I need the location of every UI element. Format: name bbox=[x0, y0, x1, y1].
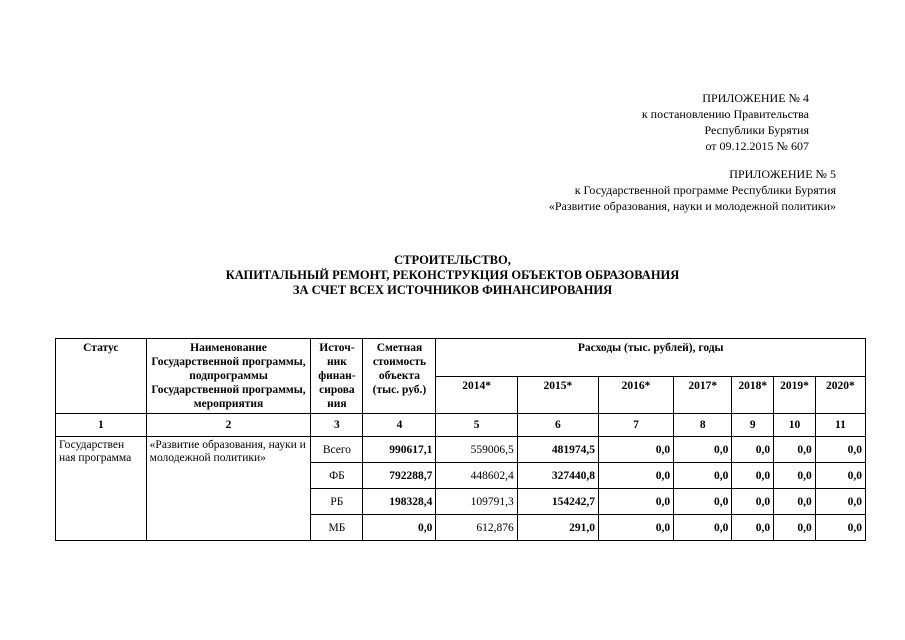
document-title-line-2: КАПИТАЛЬНЫЙ РЕМОНТ, РЕКОНСТРУКЦИЯ ОБЪЕКТОВ ОБРАЗОВАНИЯ bbox=[225, 268, 680, 282]
document-title-line-3: ЗА СЧЕТ ВСЕХ ИСТОЧНИКОВ ФИНАНСИРОВАНИЯ bbox=[292, 283, 613, 297]
cost-cell: 0,0 bbox=[363, 515, 436, 541]
program-name-cell: «Развитие образования, науки и молодежной политики» bbox=[146, 437, 311, 541]
column-number: 2 bbox=[146, 414, 311, 437]
value-cell: 0,0 bbox=[732, 463, 774, 489]
header-expenses: Расходы (тыс. рублей), годы bbox=[436, 339, 866, 377]
appendix-4-title: ПРИЛОЖЕНИЕ № 4 bbox=[702, 91, 809, 105]
value-cell: 0,0 bbox=[774, 437, 816, 463]
header-year: 2014* bbox=[436, 376, 517, 414]
value-cell: 0,0 bbox=[815, 515, 865, 541]
value-cell: 612,876 bbox=[436, 515, 517, 541]
cost-cell: 198328,4 bbox=[363, 489, 436, 515]
header-year: 2020* bbox=[815, 376, 865, 414]
value-cell: 0,0 bbox=[815, 463, 865, 489]
column-number-row bbox=[56, 414, 866, 437]
appendix-4-line-2: Республики Бурятия bbox=[704, 123, 809, 137]
value-cell: 0,0 bbox=[599, 437, 674, 463]
source-cell: ФБ bbox=[311, 463, 363, 489]
column-number: 5 bbox=[436, 414, 517, 437]
column-number: 11 bbox=[815, 414, 865, 437]
document-title bbox=[0, 253, 905, 298]
column-number: 3 bbox=[311, 414, 363, 437]
column-number: 6 bbox=[517, 414, 598, 437]
header-year: 2018* bbox=[732, 376, 774, 414]
column-number: 10 bbox=[774, 414, 816, 437]
header-year: 2017* bbox=[674, 376, 732, 414]
appendix-4-block bbox=[642, 90, 809, 154]
header-year: 2016* bbox=[599, 376, 674, 414]
value-cell: 0,0 bbox=[732, 437, 774, 463]
value-cell: 0,0 bbox=[732, 489, 774, 515]
header-funding-source: Источ-ник финан-сирова ния bbox=[311, 339, 363, 414]
source-cell: МБ bbox=[311, 515, 363, 541]
table-row bbox=[56, 437, 866, 463]
value-cell: 0,0 bbox=[815, 489, 865, 515]
document-title-line-1: СТРОИТЕЛЬСТВО, bbox=[394, 253, 511, 267]
column-number: 7 bbox=[599, 414, 674, 437]
header-program-name: Наименование Государственной программы, подпрограммы Государственной программы, мероприятия bbox=[146, 339, 311, 414]
value-cell: 0,0 bbox=[599, 515, 674, 541]
value-cell: 154242,7 bbox=[517, 489, 598, 515]
value-cell: 448602,4 bbox=[436, 463, 517, 489]
status-cell: Государствен ная программа bbox=[56, 437, 147, 541]
value-cell: 0,0 bbox=[774, 489, 816, 515]
value-cell: 0,0 bbox=[774, 515, 816, 541]
appendix-4-line-1: к постановлению Правительства bbox=[641, 107, 809, 121]
value-cell: 0,0 bbox=[774, 463, 816, 489]
value-cell: 0,0 bbox=[674, 463, 732, 489]
column-number: 9 bbox=[732, 414, 774, 437]
appendix-4-line-3: от 09.12.2015 № 607 bbox=[705, 139, 809, 153]
value-cell: 0,0 bbox=[732, 515, 774, 541]
value-cell: 0,0 bbox=[599, 463, 674, 489]
value-cell: 0,0 bbox=[815, 437, 865, 463]
financing-table bbox=[55, 338, 866, 541]
value-cell: 0,0 bbox=[674, 515, 732, 541]
value-cell: 0,0 bbox=[674, 489, 732, 515]
appendix-5-line-2: «Развитие образования, науки и молодежной политики» bbox=[548, 199, 836, 213]
value-cell: 291,0 bbox=[517, 515, 598, 541]
column-number: 4 bbox=[363, 414, 436, 437]
appendix-5-line-1: к Государственной программе Республики Бурятия bbox=[574, 183, 836, 197]
column-number: 8 bbox=[674, 414, 732, 437]
header-year: 2015* bbox=[517, 376, 598, 414]
header-estimated-cost: Сметная стоимость объекта (тыс. руб.) bbox=[363, 339, 436, 414]
value-cell: 0,0 bbox=[674, 437, 732, 463]
column-number: 1 bbox=[56, 414, 147, 437]
header-status: Статус bbox=[56, 339, 147, 414]
value-cell: 327440,8 bbox=[517, 463, 598, 489]
cost-cell: 990617,1 bbox=[363, 437, 436, 463]
value-cell: 109791,3 bbox=[436, 489, 517, 515]
value-cell: 0,0 bbox=[599, 489, 674, 515]
cost-cell: 792288,7 bbox=[363, 463, 436, 489]
source-cell: Всего bbox=[311, 437, 363, 463]
header-year: 2019* bbox=[774, 376, 816, 414]
source-cell: РБ bbox=[311, 489, 363, 515]
appendix-5-block bbox=[549, 166, 836, 214]
value-cell: 481974,5 bbox=[517, 437, 598, 463]
appendix-5-title: ПРИЛОЖЕНИЕ № 5 bbox=[729, 167, 836, 181]
value-cell: 559006,5 bbox=[436, 437, 517, 463]
